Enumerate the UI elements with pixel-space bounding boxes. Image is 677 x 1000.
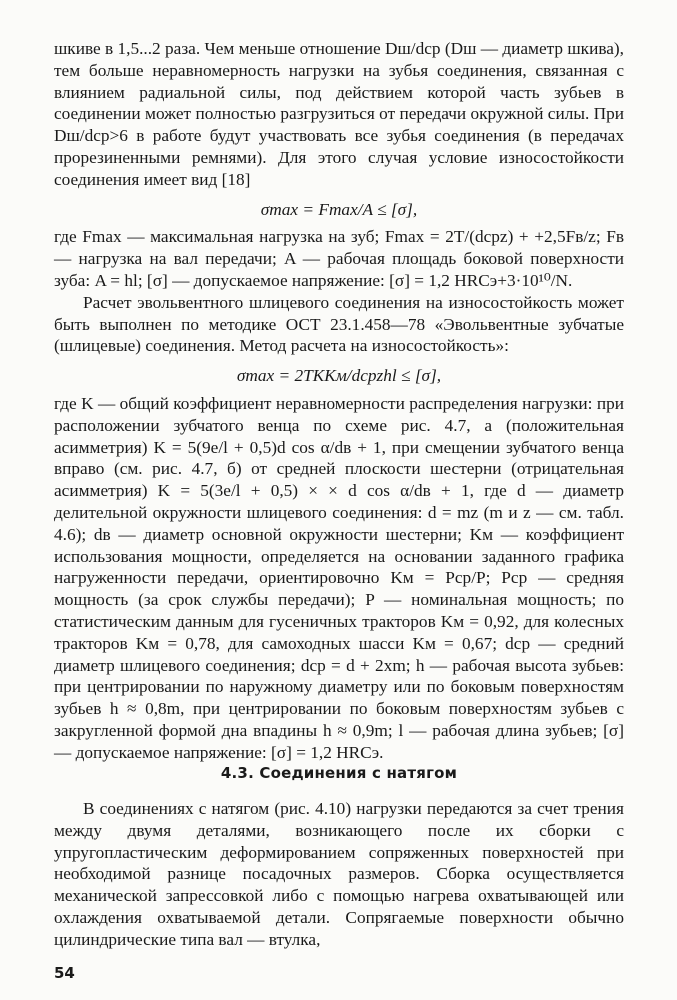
formula-wear-resistance: σmax = Fmax/A ≤ [σ], bbox=[260, 199, 418, 219]
paragraph-4: где K — общий коэффициент неравномерности распределения нагрузки: при расположении зубчатого венца по схеме рис. 4.7, а (положительная асимметрия) K = 5(9e/l + 0,5)d cos α/dв + 1, при смещении зубчатого венца вправо (см. рис. 4.7, б) от средней плоскости шестерни (отрицательная асимметрия) K = 5(3e/l + 0,5) × × d cos α/dв + 1, где d — диаметр делительной окружности шлицевого соединения: d = mz (m и z — см. табл. 4.6); dв — диаметр основной окружности шестерни; Kм — коэффициент использования мощности, определяется на основании заданного графика нагруженности передачи, ориентировочно Kм = Pср/P; Pср — средняя мощность (за срок службы передачи); P — номинальная мощность; по статистическим данным для гусеничных тракторов Kм = 0,92, для колесных тракторов Kм = 0,78, для самоходных шасси Kм = 0,67; dср — средний диаметр шлицевого соединения; dср = d + 2xm; h — рабочая высота зубьев: при центрировании по наружному диаметру или по боковым поверхностям зубьев h ≈ 0,8m, при центрировании по боковым поверхностям зубьев с закругленной формой дна впадины h ≈ 0,9m; l — рабочая длина зубьев; [σ] — допускаемое напряжение: [σ] = 1,2 HRCэ. bbox=[54, 393, 624, 762]
section-4-3 bbox=[54, 762, 624, 951]
paragraph-1: шкиве в 1,5...2 раза. Чем меньше отношение Dш/dср (Dш — диаметр шкива), тем больше неравномерность нагрузки на зубья соединения, связанная с влиянием радиальной силы, под действием которой часть зубьев в соединении может полностью разгрузиться от передачи окружной силы. При Dш/dср>6 в работе будут участвовать все зубья соединения (в передачах прорезиненными ремнями). Для этого случая условие износостойкости соединения имеет вид [18] bbox=[54, 39, 624, 189]
text-block-top bbox=[54, 38, 624, 764]
section-heading: 4.3. Соединения с натягом bbox=[220, 764, 458, 782]
paragraph-3: Расчет эвольвентного шлицевого соединения на износостойкость может быть выполнен по методике ОСТ 23.1.458—78 «Эвольвентные зубчатые (шлицевые) соединения. Метод расчета на износостойкость»: bbox=[54, 292, 624, 356]
paragraph-5: В соединениях с натягом (рис. 4.10) нагрузки передаются за счет трения между двумя деталями, возникающего после их сборки с упругопластическим деформированием сопряженных поверхностей при необходимой разнице посадочных размеров. Сборка осуществляется механической запрессовкой либо с помощью нагрева охватывающей или охлаждения охватываемой детали. Сопрягаемые поверхности обычно цилиндрические типа вал — втулка, bbox=[54, 799, 624, 949]
page-number: 54 bbox=[54, 964, 75, 982]
formula-involute-spline: σmax = 2TKKм/dcpzhl ≤ [σ], bbox=[236, 366, 442, 386]
paragraph-2: где Fmax — максимальная нагрузка на зуб; Fmax = 2T/(dcpz) + +2,5Fв/z; Fв — нагрузка на вал передачи; A — рабочая площадь боковой поверхности зуба: A = hl; [σ] — допускаемое напряжение: [σ] = 1,2 HRCэ+3·10¹⁰/N. bbox=[54, 227, 624, 290]
